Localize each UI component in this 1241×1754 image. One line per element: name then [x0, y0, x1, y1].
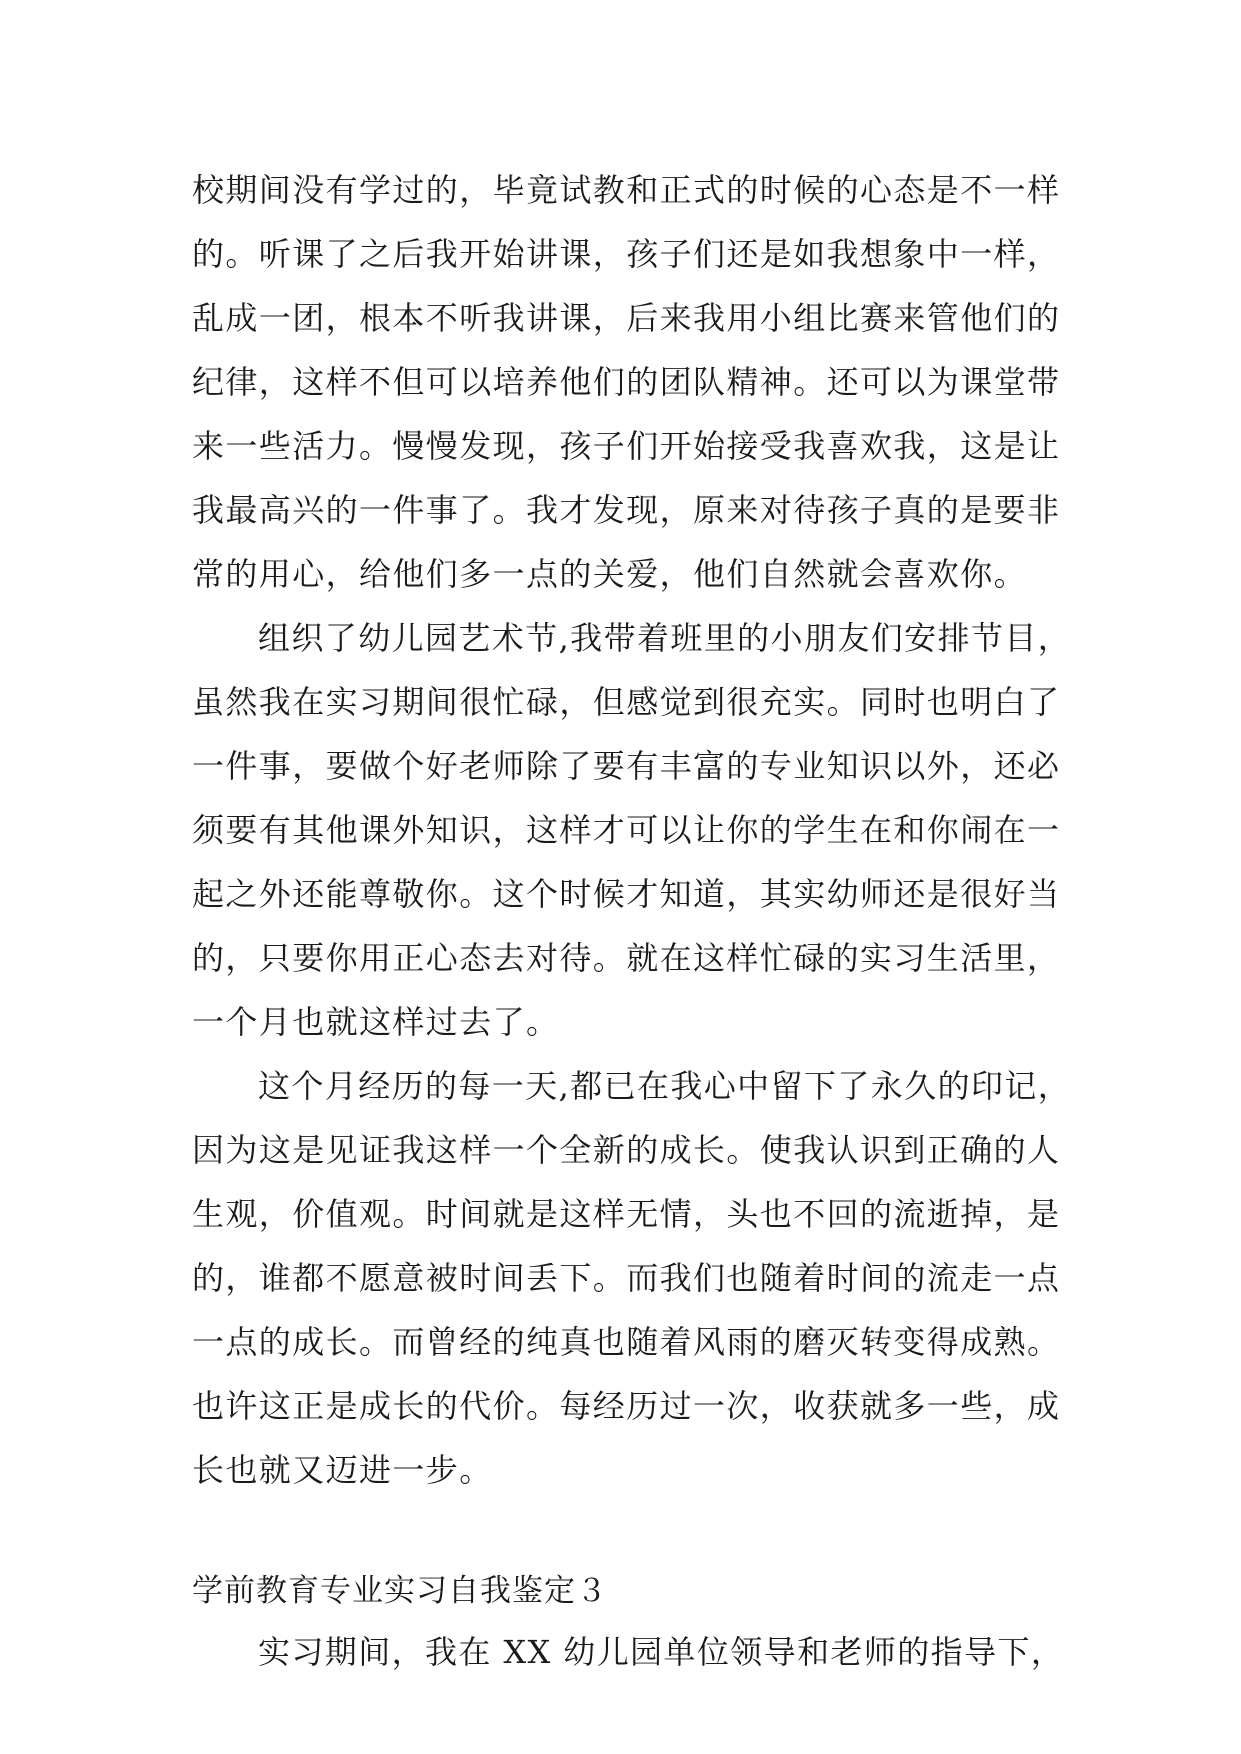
- text-line: 生观，价值观。时间就是这样无情，头也不回的流逝掉，是: [192, 1195, 1061, 1233]
- text-line: 常的用心，给他们多一点的关爱，他们自然就会喜欢你。: [192, 555, 1028, 593]
- text-line: 的，只要你用正心态去对待。就在这样忙碌的实习生活里，: [192, 939, 1061, 977]
- paragraph-1: [192, 158, 1062, 606]
- text-line: 虽然我在实习期间很忙碌，但感觉到很充实。同时也明白了: [192, 683, 1061, 721]
- text-line: 须要有其他课外知识，这样才可以让你的学生在和你闹在一: [192, 811, 1061, 849]
- text-line: 也许这正是成长的代价。每经历过一次，收获就多一些，成: [192, 1387, 1061, 1425]
- text-line: 组织了幼儿园艺术节,我带着班里的小朋友们安排节目，: [258, 619, 1072, 657]
- paragraph-3: [192, 1054, 1072, 1502]
- text-line: 乱成一团，根本不听我讲课，后来我用小组比赛来管他们的: [192, 299, 1061, 337]
- paragraph-4: [192, 1620, 1065, 1684]
- paragraph-2: [192, 606, 1072, 1054]
- text-line: 校期间没有学过的，毕竟试教和正式的时候的心态是不一样: [192, 171, 1061, 209]
- text-line: 的，谁都不愿意被时间丢下。而我们也随着时间的流走一点: [192, 1259, 1061, 1297]
- document-body: [192, 158, 1072, 1684]
- text-line: 纪律，这样不但可以培养他们的团队精神。还可以为课堂带: [192, 363, 1061, 401]
- text-line: 来一些活力。慢慢发现，孩子们开始接受我喜欢我，这是让: [192, 427, 1061, 465]
- text-line: 的。听课了之后我开始讲课，孩子们还是如我想象中一样，: [192, 235, 1061, 273]
- text-line: 起之外还能尊敬你。这个时候才知道，其实幼师还是很好当: [192, 875, 1061, 913]
- text-line: 长也就又迈进一步。: [192, 1451, 493, 1489]
- section-title: 学前教育专业实习自我鉴定３: [192, 1573, 608, 1609]
- text-line: 一个月也就这样过去了。: [192, 1003, 560, 1041]
- text-line: 因为这是见证我这样一个全新的成长。使我认识到正确的人: [192, 1131, 1061, 1169]
- text-line: 这个月经历的每一天,都已在我心中留下了永久的印记，: [258, 1067, 1072, 1105]
- text-line: 一件事，要做个好老师除了要有丰富的专业知识以外，还必: [192, 747, 1061, 785]
- text-line: 实习期间，我在 XX 幼儿园单位领导和老师的指导下，: [258, 1633, 1065, 1671]
- text-line: 一点的成长。而曾经的纯真也随着风雨的磨灭转变得成熟。: [192, 1323, 1061, 1361]
- text-line: 我最高兴的一件事了。我才发现，原来对待孩子真的是要非: [192, 491, 1061, 529]
